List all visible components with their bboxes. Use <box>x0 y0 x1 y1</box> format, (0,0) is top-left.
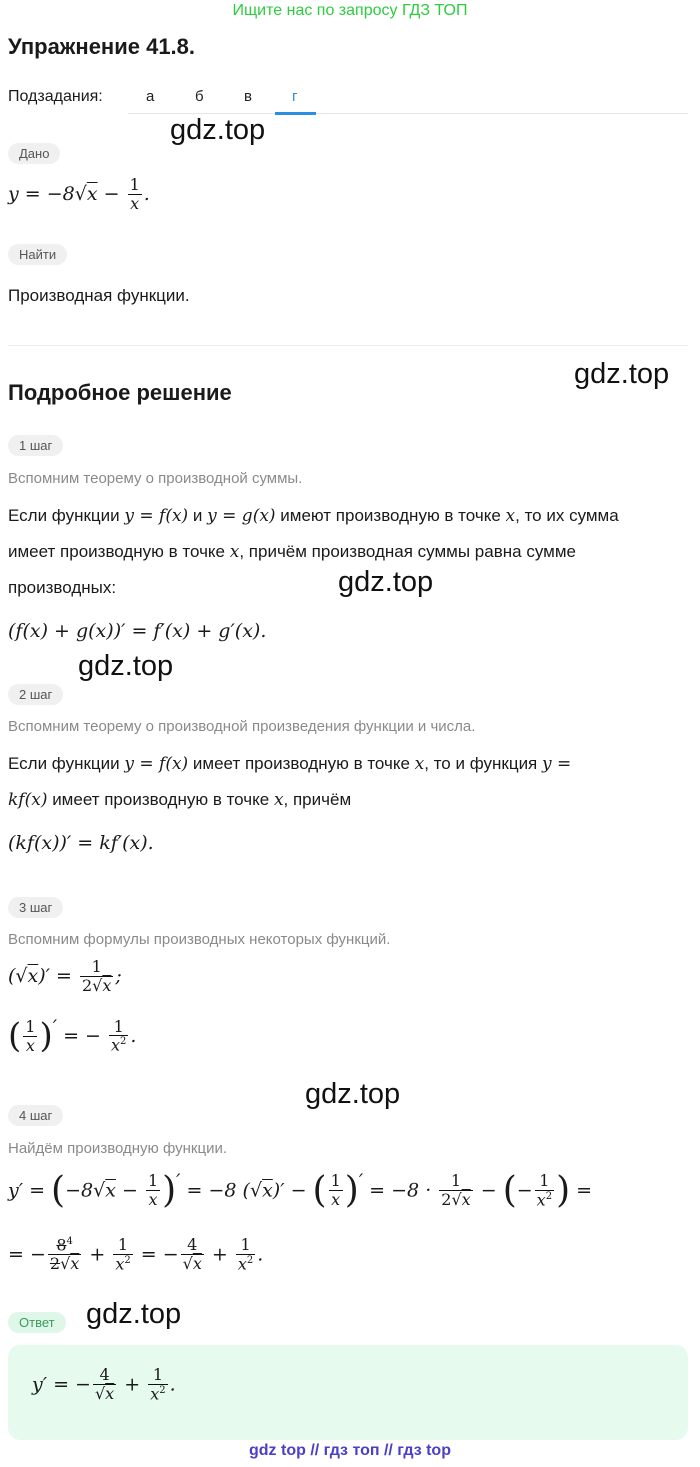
step1-line1: Если функции y = f(x) и y = g(x) имеют производную в точке x, то их сумма <box>8 506 619 526</box>
step3-formula1: (√x)′ = $\frac{1}{2√x}$ ; <box>8 957 122 995</box>
find-chip: Найти <box>8 244 67 265</box>
step1-line3: производных: <box>8 578 117 597</box>
step1-formula: (f(x) + g(x))′ = f′(x) + g′(x). <box>8 620 267 642</box>
step3-chip: 3 шаг <box>8 897 63 918</box>
step4-chip: 4 шаг <box>8 1105 63 1126</box>
watermark: gdz.top <box>305 1078 401 1110</box>
section-divider <box>8 345 688 346</box>
step4-formula-line2: = − $\frac{8^4}{2√x}$ + $\frac{1}{x^2}$ = − $\frac{4}{√x}$ + $\frac{1}{x^2}$ . <box>8 1235 264 1273</box>
solution-title: Подробное решение <box>8 380 232 405</box>
tab-g[interactable]: г <box>292 88 298 105</box>
tab-a[interactable]: а <box>146 88 155 105</box>
step2-line1: Если функции y = f(x) имеет производную в точке x, то и функция y = <box>8 754 572 774</box>
page-title: Упражнение 41.8. <box>8 34 196 59</box>
watermark: gdz.top <box>574 358 670 390</box>
watermark: gdz.top <box>86 1298 182 1330</box>
step1-chip: 1 шаг <box>8 435 63 456</box>
step3-formula2: ( $\frac{1}{x}$ )′ = − $\frac{1}{x^2}$ . <box>8 1016 137 1056</box>
step3-hint: Вспомним формулы производных некоторых функций. <box>8 931 391 948</box>
active-tab-indicator <box>275 112 316 115</box>
tab-v[interactable]: в <box>244 88 252 105</box>
watermark: gdz.top <box>170 114 266 146</box>
step2-line2: kf(x) имеет производную в точке x, причём <box>8 790 352 810</box>
footer-links[interactable]: gdz top // гдз топ // гдз top <box>249 1442 451 1459</box>
given-chip: Дано <box>8 143 60 164</box>
given-formula: y = −8√x − $\frac{1}{x}$ . <box>8 175 150 213</box>
answer-formula: y′ = − $\frac{4}{√x}$ + $\frac{1}{x^2}$ . <box>32 1365 176 1403</box>
step1-hint: Вспомним теорему о производной суммы. <box>8 470 303 487</box>
step1-line2: имеет производную в точке x, причём производная суммы равна сумме <box>8 542 576 562</box>
tab-b[interactable]: б <box>195 88 204 105</box>
step4-hint: Найдём производную функции. <box>8 1140 227 1157</box>
find-text: Производная функции. <box>8 286 190 305</box>
step2-chip: 2 шаг <box>8 684 63 705</box>
step2-formula: (kf(x))′ = kf′(x). <box>8 832 154 854</box>
subtasks-label: Подзадания: <box>8 88 103 105</box>
watermark: gdz.top <box>338 566 434 598</box>
watermark: gdz.top <box>78 650 174 682</box>
answer-chip: Ответ <box>8 1312 66 1333</box>
step2-hint: Вспомним теорему о производной произведения функции и числа. <box>8 718 476 735</box>
step4-formula-line1: y′ = (−8√x − $\frac{1}{x}$ )′ = −8 (√x)′ − ( $\frac{1}{x}$ )′ = −8 · $\frac{1}{2√x}$ − (− $\frac{1}{x^2}$ ) = <box>8 1170 593 1211</box>
top-banner: Ищите нас по запросу ГДЗ ТОП <box>232 2 468 19</box>
